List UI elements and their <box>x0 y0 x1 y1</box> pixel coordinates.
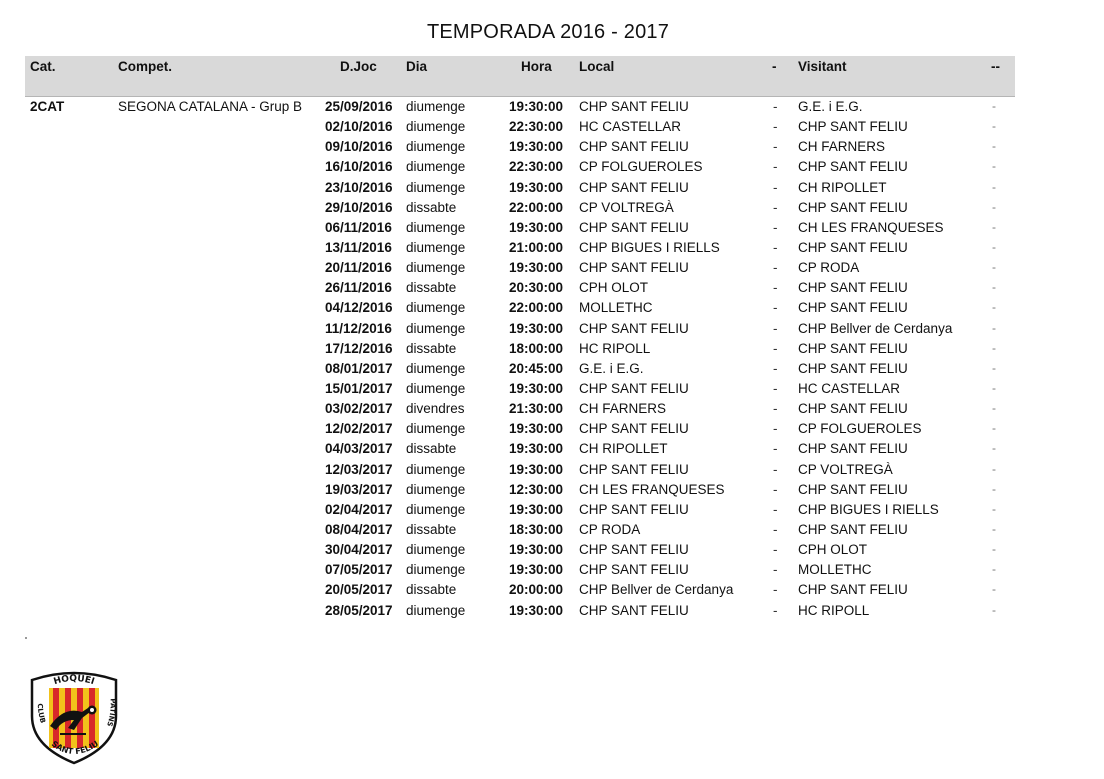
sep-cell: - <box>773 602 778 618</box>
local-cell: CHP SANT FELIU <box>579 542 689 558</box>
visitant-cell: CHP SANT FELIU <box>798 401 908 417</box>
end-cell: - <box>992 380 996 395</box>
time-cell: 19:30:00 <box>509 562 564 578</box>
header-dia: Dia <box>406 59 428 74</box>
sep-cell: - <box>773 521 778 537</box>
sep-cell: - <box>773 159 778 175</box>
date-cell: 19/03/2017 <box>325 481 393 497</box>
sep-cell: - <box>773 380 778 396</box>
visitant-cell: G.E. i E.G. <box>798 99 863 114</box>
end-cell: - <box>992 260 996 275</box>
local-cell: CPH OLOT <box>579 280 649 296</box>
end-cell: - <box>992 562 996 577</box>
visitant-cell: CHP SANT FELIU <box>798 340 908 356</box>
end-cell: - <box>992 320 996 335</box>
local-cell: CHP SANT FELIU <box>579 320 689 336</box>
date-cell: 12/03/2017 <box>325 461 393 477</box>
sep-cell: - <box>773 179 778 195</box>
table-row <box>0 279 1104 299</box>
table-row <box>0 360 1104 380</box>
visitant-cell: CP VOLTREGÀ <box>798 461 893 477</box>
table-row <box>0 340 1104 360</box>
day-cell: diumenge <box>406 602 466 618</box>
day-cell: diumenge <box>406 481 466 497</box>
local-cell: CHP SANT FELIU <box>579 99 689 114</box>
table-row <box>0 461 1104 481</box>
date-cell: 04/03/2017 <box>325 441 393 457</box>
stray-mark <box>25 637 27 639</box>
time-cell: 21:00:00 <box>509 239 564 255</box>
sep-cell: - <box>773 461 778 477</box>
end-cell: - <box>992 159 996 174</box>
sep-cell: - <box>773 421 778 437</box>
time-cell: 20:00:00 <box>509 582 564 598</box>
time-cell: 20:45:00 <box>509 360 564 376</box>
table-row <box>0 400 1104 420</box>
time-cell: 18:30:00 <box>509 521 564 537</box>
day-cell: dissabte <box>406 340 457 356</box>
local-cell: G.E. i E.G. <box>579 360 644 376</box>
end-cell: - <box>992 360 996 375</box>
time-cell: 19:30:00 <box>509 380 564 396</box>
day-cell: dissabte <box>406 280 457 296</box>
table-row <box>0 420 1104 440</box>
date-cell: 17/12/2016 <box>325 340 393 356</box>
time-cell: 19:30:00 <box>509 421 564 437</box>
date-cell: 08/04/2017 <box>325 521 393 537</box>
time-cell: 19:30:00 <box>509 139 564 155</box>
sep-cell: - <box>773 340 778 356</box>
table-row <box>0 259 1104 279</box>
end-cell: - <box>992 421 996 436</box>
end-cell: - <box>992 99 996 113</box>
time-cell: 19:30:00 <box>509 219 564 235</box>
visitant-cell: CH LES FRANQUESES <box>798 219 944 235</box>
table-row <box>0 320 1104 340</box>
end-cell: - <box>992 340 996 355</box>
header-sep: - <box>772 59 777 74</box>
local-cell: CHP SANT FELIU <box>579 179 689 195</box>
local-cell: CHP Bellver de Cerdanya <box>579 582 734 598</box>
day-cell: diumenge <box>406 99 466 114</box>
date-cell: 06/11/2016 <box>325 219 392 235</box>
visitant-cell: CPH OLOT <box>798 542 868 558</box>
visitant-cell: CP RODA <box>798 260 860 276</box>
sep-cell: - <box>773 119 778 135</box>
visitant-cell: CHP Bellver de Cerdanya <box>798 320 953 336</box>
end-cell: - <box>992 280 996 295</box>
time-cell: 19:30:00 <box>509 179 564 195</box>
local-cell: CHP SANT FELIU <box>579 421 689 437</box>
time-cell: 19:30:00 <box>509 542 564 558</box>
local-cell: HC RIPOLL <box>579 340 651 356</box>
day-cell: diumenge <box>406 320 466 336</box>
time-cell: 21:30:00 <box>509 401 564 417</box>
sep-cell: - <box>773 501 778 517</box>
local-cell: CHP SANT FELIU <box>579 139 689 155</box>
day-cell: diumenge <box>406 380 466 396</box>
header-cat: Cat. <box>30 59 56 74</box>
date-cell: 13/11/2016 <box>325 239 392 255</box>
table-row <box>0 179 1104 199</box>
time-cell: 19:30:00 <box>509 441 564 457</box>
end-cell: - <box>992 501 996 516</box>
local-cell: CHP SANT FELIU <box>579 602 689 618</box>
end-cell: - <box>992 300 996 315</box>
date-cell: 02/04/2017 <box>325 501 393 517</box>
table-row <box>0 541 1104 561</box>
date-cell: 03/02/2017 <box>325 401 393 417</box>
time-cell: 12:30:00 <box>509 481 564 497</box>
time-cell: 19:30:00 <box>509 501 564 517</box>
header-local: Local <box>579 59 615 74</box>
sep-cell: - <box>773 582 778 598</box>
local-cell: MOLLETHC <box>579 300 653 316</box>
header-djoc: D.Joc <box>340 59 377 74</box>
date-cell: 20/05/2017 <box>325 582 393 598</box>
date-cell: 15/01/2017 <box>325 380 393 396</box>
table-row <box>0 158 1104 178</box>
sep-cell: - <box>773 320 778 336</box>
day-cell: dissabte <box>406 199 457 215</box>
day-cell: diumenge <box>406 239 466 255</box>
visitant-cell: CP FOLGUEROLES <box>798 421 922 437</box>
sep-cell: - <box>773 139 778 155</box>
date-cell: 11/12/2016 <box>325 320 392 336</box>
end-cell: - <box>992 461 996 476</box>
table-row <box>0 602 1104 622</box>
visitant-cell: CHP SANT FELIU <box>798 119 908 135</box>
table-row <box>0 440 1104 460</box>
day-cell: diumenge <box>406 562 466 578</box>
club-logo <box>24 668 124 765</box>
logo-right-text: PATINS <box>105 698 117 728</box>
time-cell: 19:30:00 <box>509 260 564 276</box>
sep-cell: - <box>773 481 778 497</box>
sep-cell: - <box>773 542 778 558</box>
day-cell: divendres <box>406 401 465 417</box>
sep-cell: - <box>773 280 778 296</box>
time-cell: 22:30:00 <box>509 159 564 175</box>
sep-cell: - <box>773 239 778 255</box>
end-cell: - <box>992 119 996 134</box>
header-compet: Compet. <box>118 59 172 74</box>
day-cell: diumenge <box>406 139 466 155</box>
logo-left-text: CLUB <box>35 703 47 725</box>
visitant-cell: CH RIPOLLET <box>798 179 887 195</box>
day-cell: diumenge <box>406 260 466 276</box>
date-cell: 07/05/2017 <box>325 562 393 578</box>
header-hora: Hora <box>521 59 552 74</box>
time-cell: 22:00:00 <box>509 199 564 215</box>
visitant-cell: CHP SANT FELIU <box>798 280 908 296</box>
time-cell: 19:30:00 <box>509 602 564 618</box>
local-cell: CHP SANT FELIU <box>579 562 689 578</box>
day-cell: dissabte <box>406 521 457 537</box>
day-cell: diumenge <box>406 300 466 316</box>
sep-cell: - <box>773 441 778 457</box>
day-cell: diumenge <box>406 421 466 437</box>
sep-cell: - <box>773 562 778 578</box>
end-cell: - <box>992 441 996 456</box>
sep-cell: - <box>773 300 778 316</box>
visitant-cell: HC CASTELLAR <box>798 380 901 396</box>
time-cell: 20:30:00 <box>509 280 564 296</box>
end-cell: - <box>992 521 996 536</box>
end-cell: - <box>992 179 996 194</box>
date-cell: 09/10/2016 <box>325 139 393 155</box>
visitant-cell: CHP BIGUES I RIELLS <box>798 501 939 517</box>
day-cell: diumenge <box>406 501 466 517</box>
day-cell: diumenge <box>406 542 466 558</box>
day-cell: diumenge <box>406 119 466 135</box>
date-cell: 04/12/2016 <box>325 300 393 316</box>
local-cell: CH FARNERS <box>579 401 667 417</box>
day-cell: diumenge <box>406 159 466 175</box>
local-cell: CHP SANT FELIU <box>579 380 689 396</box>
date-cell: 16/10/2016 <box>325 159 393 175</box>
match-table <box>0 98 1104 622</box>
local-cell: CH RIPOLLET <box>579 441 668 457</box>
end-cell: - <box>992 481 996 496</box>
day-cell: diumenge <box>406 360 466 376</box>
table-row <box>0 501 1104 521</box>
date-cell: 25/09/2016 <box>325 99 393 114</box>
local-cell: CH LES FRANQUESES <box>579 481 725 497</box>
end-cell: - <box>992 602 996 617</box>
time-cell: 19:30:00 <box>509 320 564 336</box>
end-cell: - <box>992 401 996 416</box>
local-cell: CHP BIGUES I RIELLS <box>579 239 720 255</box>
local-cell: HC CASTELLAR <box>579 119 682 135</box>
local-cell: CP VOLTREGÀ <box>579 199 674 215</box>
table-row <box>0 380 1104 400</box>
visitant-cell: CHP SANT FELIU <box>798 159 908 175</box>
visitant-cell: HC RIPOLL <box>798 602 870 618</box>
table-row <box>0 118 1104 138</box>
time-cell: 22:30:00 <box>509 119 564 135</box>
table-row <box>0 219 1104 239</box>
date-cell: 29/10/2016 <box>325 199 393 215</box>
end-cell: - <box>992 199 996 214</box>
logo-top-text: HOQUEI <box>52 673 96 688</box>
date-cell: 30/04/2017 <box>325 542 393 558</box>
table-row <box>0 138 1104 158</box>
visitant-cell: CHP SANT FELIU <box>798 239 908 255</box>
day-cell: diumenge <box>406 179 466 195</box>
table-row <box>0 521 1104 541</box>
visitant-cell: CHP SANT FELIU <box>798 300 908 316</box>
day-cell: dissabte <box>406 582 457 598</box>
table-row <box>0 481 1104 501</box>
date-cell: 08/01/2017 <box>325 360 393 376</box>
table-row <box>0 299 1104 319</box>
visitant-cell: MOLLETHC <box>798 562 872 578</box>
end-cell: - <box>992 139 996 154</box>
header-end: -- <box>991 59 1000 74</box>
table-row <box>0 581 1104 601</box>
time-cell: 18:00:00 <box>509 340 564 356</box>
visitant-cell: CHP SANT FELIU <box>798 582 908 598</box>
local-cell: CHP SANT FELIU <box>579 461 689 477</box>
header-visitant: Visitant <box>798 59 847 74</box>
time-cell: 19:30:00 <box>509 99 564 114</box>
table-row <box>0 239 1104 259</box>
sep-cell: - <box>773 401 778 417</box>
sep-cell: - <box>773 199 778 215</box>
date-cell: 26/11/2016 <box>325 280 392 296</box>
visitant-cell: CHP SANT FELIU <box>798 360 908 376</box>
page-title: TEMPORADA 2016 - 2017 <box>426 21 670 43</box>
day-cell: diumenge <box>406 461 466 477</box>
day-cell: dissabte <box>406 441 457 457</box>
category-cell: 2CAT <box>30 99 65 114</box>
visitant-cell: CHP SANT FELIU <box>798 441 908 457</box>
visitant-cell: CHP SANT FELIU <box>798 521 908 537</box>
sep-cell: - <box>773 360 778 376</box>
local-cell: CP FOLGUEROLES <box>579 159 703 175</box>
end-cell: - <box>992 542 996 557</box>
date-cell: 20/11/2016 <box>325 260 392 276</box>
date-cell: 02/10/2016 <box>325 119 393 135</box>
day-cell: diumenge <box>406 219 466 235</box>
local-cell: CHP SANT FELIU <box>579 260 689 276</box>
date-cell: 12/02/2017 <box>325 421 393 437</box>
sep-cell: - <box>773 99 778 114</box>
date-cell: 28/05/2017 <box>325 602 393 618</box>
visitant-cell: CH FARNERS <box>798 139 886 155</box>
local-cell: CHP SANT FELIU <box>579 219 689 235</box>
time-cell: 22:00:00 <box>509 300 564 316</box>
competition-cell: SEGONA CATALANA - Grup B <box>118 99 303 114</box>
end-cell: - <box>992 239 996 254</box>
visitant-cell: CHP SANT FELIU <box>798 481 908 497</box>
table-header <box>25 56 1015 97</box>
local-cell: CP RODA <box>579 521 641 537</box>
logo-bottom-text: SANT FELIU <box>49 739 101 757</box>
table-row <box>0 199 1104 219</box>
sep-cell: - <box>773 219 778 235</box>
local-cell: CHP SANT FELIU <box>579 501 689 517</box>
date-cell: 23/10/2016 <box>325 179 393 195</box>
end-cell: - <box>992 582 996 597</box>
sep-cell: - <box>773 260 778 276</box>
time-cell: 19:30:00 <box>509 461 564 477</box>
table-row <box>0 98 1104 118</box>
visitant-cell: CHP SANT FELIU <box>798 199 908 215</box>
end-cell: - <box>992 219 996 234</box>
table-row <box>0 561 1104 581</box>
